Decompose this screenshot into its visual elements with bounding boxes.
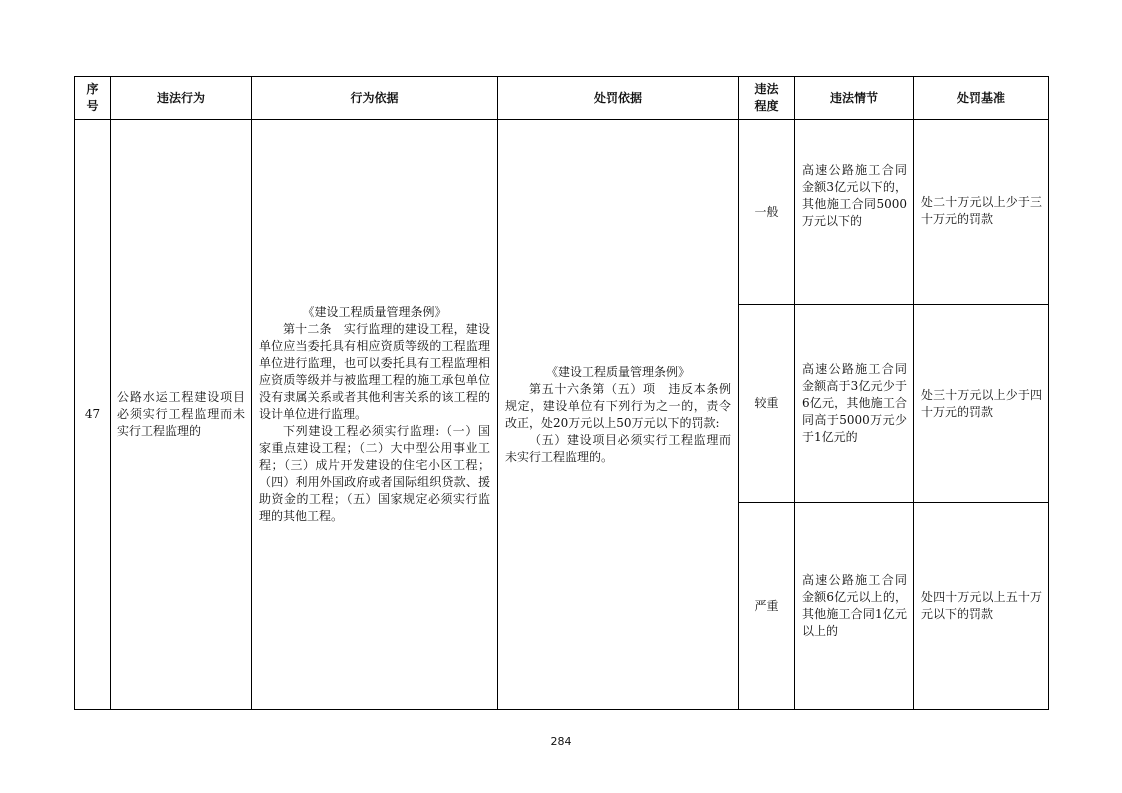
behavior-basis-content (252, 304, 497, 525)
behavior-basis-cell (252, 120, 498, 710)
behavior-basis-title: 《建设工程质量管理条例》 (302, 305, 447, 319)
penalty-standard-table (74, 76, 1049, 710)
penalty-basis-cell (498, 120, 739, 710)
circumstance-severe-cell (795, 503, 914, 710)
header-degree-line2: 程度 (754, 99, 779, 113)
circumstance-general: 高速公路施工合同金额3亿元以下的，其他施工合同5000万元以下的 (802, 163, 907, 228)
header-penalty-basis: 处罚依据 (498, 77, 739, 120)
standard-serious-cell (914, 305, 1049, 503)
header-degree-line1: 违法 (754, 82, 779, 96)
row-serial-number: 47 (75, 120, 111, 710)
page-number: 284 (550, 735, 572, 748)
header-serial-number-line2: 号 (86, 99, 99, 113)
penalty-basis-title: 《建设工程质量管理条例》 (545, 364, 690, 379)
behavior-basis-para-2: 下列建设工程必须实行监理:（一）国家重点建设工程；（二）大中型公用事业工程；（三）成片开发建设的住宅小区工程；（四）利用外国政府或者国际组织贷款、援助资金的工程；（五）国家规定必须实行监理的其他工程。 (259, 424, 490, 523)
violation-cell (111, 120, 252, 710)
violation-text: 公路水运工程建设项目必须实行工程监理而未实行工程监理的 (117, 390, 245, 438)
degree-serious: 较重 (739, 305, 795, 503)
header-behavior-basis: 行为依据 (252, 77, 498, 120)
circumstance-serious-cell (795, 305, 914, 503)
table-header-row (75, 77, 1049, 120)
header-violation: 违法行为 (111, 77, 252, 120)
header-circumstance: 违法情节 (795, 77, 914, 120)
table-row (75, 120, 1049, 305)
standard-severe-cell (914, 503, 1049, 710)
circumstance-general-cell (795, 120, 914, 305)
degree-general: 一般 (739, 120, 795, 305)
penalty-basis-para-2: （五）建设项目必须实行工程监理而未实行工程监理的。 (505, 432, 731, 464)
standard-general-cell (914, 120, 1049, 305)
penalty-basis-content (498, 364, 738, 466)
circumstance-severe: 高速公路施工合同金额6亿元以上的，其他施工合同1亿元以上的 (802, 573, 907, 638)
header-serial-number (75, 77, 111, 120)
standard-serious: 处三十万元以上少于四十万元的罚款 (921, 387, 1042, 419)
header-violation-degree (739, 77, 795, 120)
circumstance-serious: 高速公路施工合同金额高于3亿元少于6亿元，其他施工合同高于5000万元少于1亿元的 (802, 362, 907, 444)
header-serial-number-line1: 序 (86, 82, 99, 96)
behavior-basis-para-1: 第十二条 实行监理的建设工程，建设单位应当委托具有相应资质等级的工程监理单位进行监理，也可以委托具有工程监理相应资质等级并与被监理工程的施工承包单位没有隶属关系或者其他利害关系的该工程的设计单位进行监理。 (259, 322, 490, 421)
penalty-basis-para-1: 第五十六条第（五）项 违反本条例规定，建设单位有下列行为之一的，责令改正，处20万元以上50万元以下的罚款: (505, 381, 731, 430)
standard-general: 处二十万元以上少于三十万元的罚款 (921, 195, 1042, 226)
standard-severe: 处四十万元以上五十万元以下的罚款 (921, 590, 1042, 621)
degree-severe: 严重 (739, 503, 795, 710)
header-penalty-standard: 处罚基准 (914, 77, 1049, 120)
